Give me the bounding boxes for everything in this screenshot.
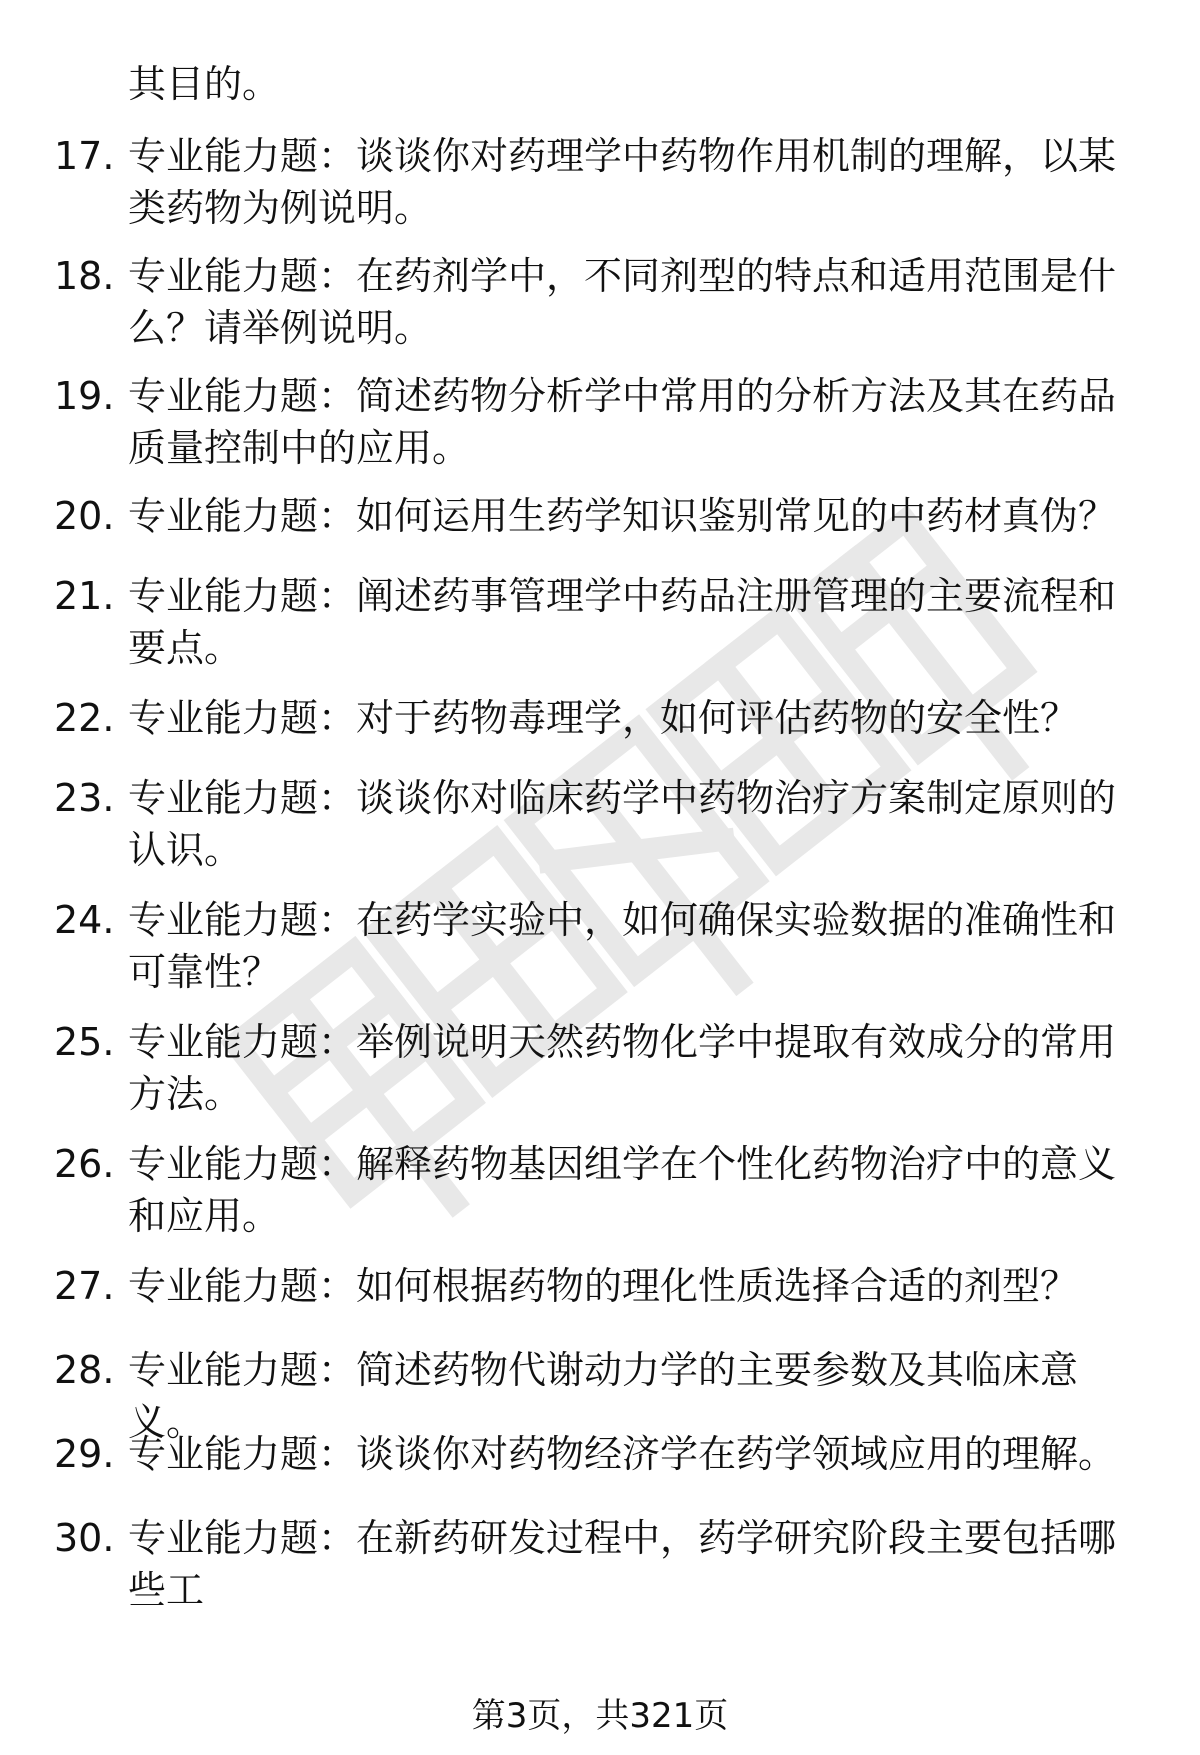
question-number: 27. <box>54 1264 115 1308</box>
question-text: 专业能力题：谈谈你对临床药学中药物治疗方案制定原则的认识。 <box>128 776 1117 872</box>
question-text: 专业能力题：谈谈你对药理学中药物作用机制的理解，以某类药物为例说明。 <box>128 134 1117 230</box>
question-number: 29. <box>54 1432 115 1476</box>
question-text: 专业能力题：阐述药事管理学中药品注册管理的主要流程和要点。 <box>128 574 1117 670</box>
question-number: 18. <box>54 254 115 298</box>
question-number: 17. <box>54 134 115 178</box>
question-text: 专业能力题：简述药物代谢动力学的主要参数及其临床意义。 <box>128 1348 1079 1444</box>
question-number: 25. <box>54 1020 115 1064</box>
question-text: 专业能力题：对于药物毒理学，如何评估药物的安全性？ <box>128 696 1079 740</box>
question-number: 21. <box>54 574 115 618</box>
question-text: 专业能力题：谈谈你对药物经济学在药学领域应用的理解。 <box>128 1432 1117 1476</box>
question-text: 专业能力题：解释药物基因组学在个性化药物治疗中的意义和应用。 <box>128 1142 1117 1238</box>
continuation-text: 其目的。 <box>128 62 281 106</box>
question-text: 专业能力题：在药剂学中，不同剂型的特点和适用范围是什么？请举例说明。 <box>128 254 1117 350</box>
question-number: 30. <box>54 1516 115 1560</box>
question-text: 专业能力题：在新药研发过程中，药学研究阶段主要包括哪些工 <box>128 1516 1117 1612</box>
question-number: 19. <box>54 374 115 418</box>
question-number: 20. <box>54 494 115 538</box>
question-text: 专业能力题：简述药物分析学中常用的分析方法及其在药品质量控制中的应用。 <box>128 374 1117 470</box>
question-text: 专业能力题：如何运用生药学知识鉴别常见的中药材真伪？ <box>128 494 1117 538</box>
question-number: 22. <box>54 696 115 740</box>
question-number: 24. <box>54 898 115 942</box>
question-number: 28. <box>54 1348 115 1392</box>
question-text: 专业能力题：在药学实验中，如何确保实验数据的准确性和可靠性？ <box>128 898 1117 994</box>
question-text: 专业能力题：举例说明天然药物化学中提取有效成分的常用方法。 <box>128 1020 1117 1116</box>
question-number: 23. <box>54 776 115 820</box>
question-text: 专业能力题：如何根据药物的理化性质选择合适的剂型？ <box>128 1264 1079 1308</box>
question-number: 26. <box>54 1142 115 1186</box>
page-footer: 第3页，共321页 <box>471 1696 729 1736</box>
